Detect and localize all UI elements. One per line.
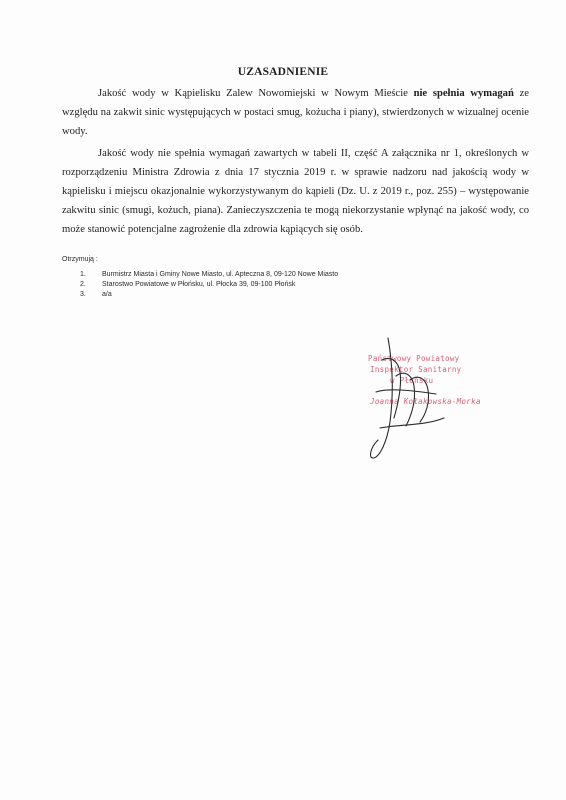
recipients-block bbox=[62, 256, 338, 300]
paragraph-1-start: Jakość wody w Kąpielisku Zalew Nowomiejski w Nowym Mieście bbox=[98, 88, 414, 99]
list-item-number: 2. bbox=[80, 281, 86, 288]
paragraph-2: Jakość wody nie spełnia wymagań zawartych w tabeli II, część A załącznika nr 1, określonych w rozporządzeniu Ministra Zdrowia z dnia 17 stycznia 2019 r. w sprawie nadzoru nad jakością wody w kąpielisku i miejscu okazjonalnie wykorzystywanym do kąpieli (Dz. U. z 2019 r., poz. 255) – występowanie zakwitu sinic (smugi, kożuch, piana). Zanieczyszczenia te mogą niekorzystanie wpłynąć na jakość wody, co może stanowić potencjalne zagrożenie dla zdrowia kąpiących się osób. bbox=[62, 148, 529, 235]
handwritten-signature bbox=[340, 330, 490, 470]
list-item-number: 3. bbox=[80, 291, 86, 298]
recipients-list bbox=[62, 270, 338, 300]
list-item-text: a/a bbox=[102, 291, 112, 298]
list-item bbox=[62, 290, 338, 300]
stamp-line-4: Joanna Kołakowska-Morka bbox=[370, 397, 481, 406]
paragraph-1-end: ze względu na zakwit sinic występujących w postaci smug, kożucha i piany), stwierdzonych w wizualnej ocenie wody. bbox=[62, 88, 530, 137]
stamp-line-2: Inspektor Sanitarny bbox=[370, 365, 462, 374]
list-item bbox=[62, 270, 338, 280]
stamp-line-3: w Płońsku bbox=[390, 376, 434, 385]
list-item-number: 1. bbox=[80, 271, 86, 278]
recipients-label: Otrzymują : bbox=[62, 256, 98, 263]
paragraph-1 bbox=[62, 84, 529, 141]
list-item-text: Starostwo Powiatowe w Płońsku, ul. Płocka 39, 09-100 Płońsk bbox=[102, 281, 296, 288]
list-item bbox=[62, 280, 338, 290]
stamp-line-1: Państwowy Powiatowy bbox=[368, 354, 460, 363]
document-title: UZASADNIENIE bbox=[237, 66, 329, 78]
paragraph-1-bold: nie spełnia wymagań bbox=[413, 88, 514, 99]
list-item-text: Burmistrz Miasta i Gminy Nowe Miasto, ul. Apteczna 8, 09-120 Nowe Miasto bbox=[102, 271, 339, 278]
